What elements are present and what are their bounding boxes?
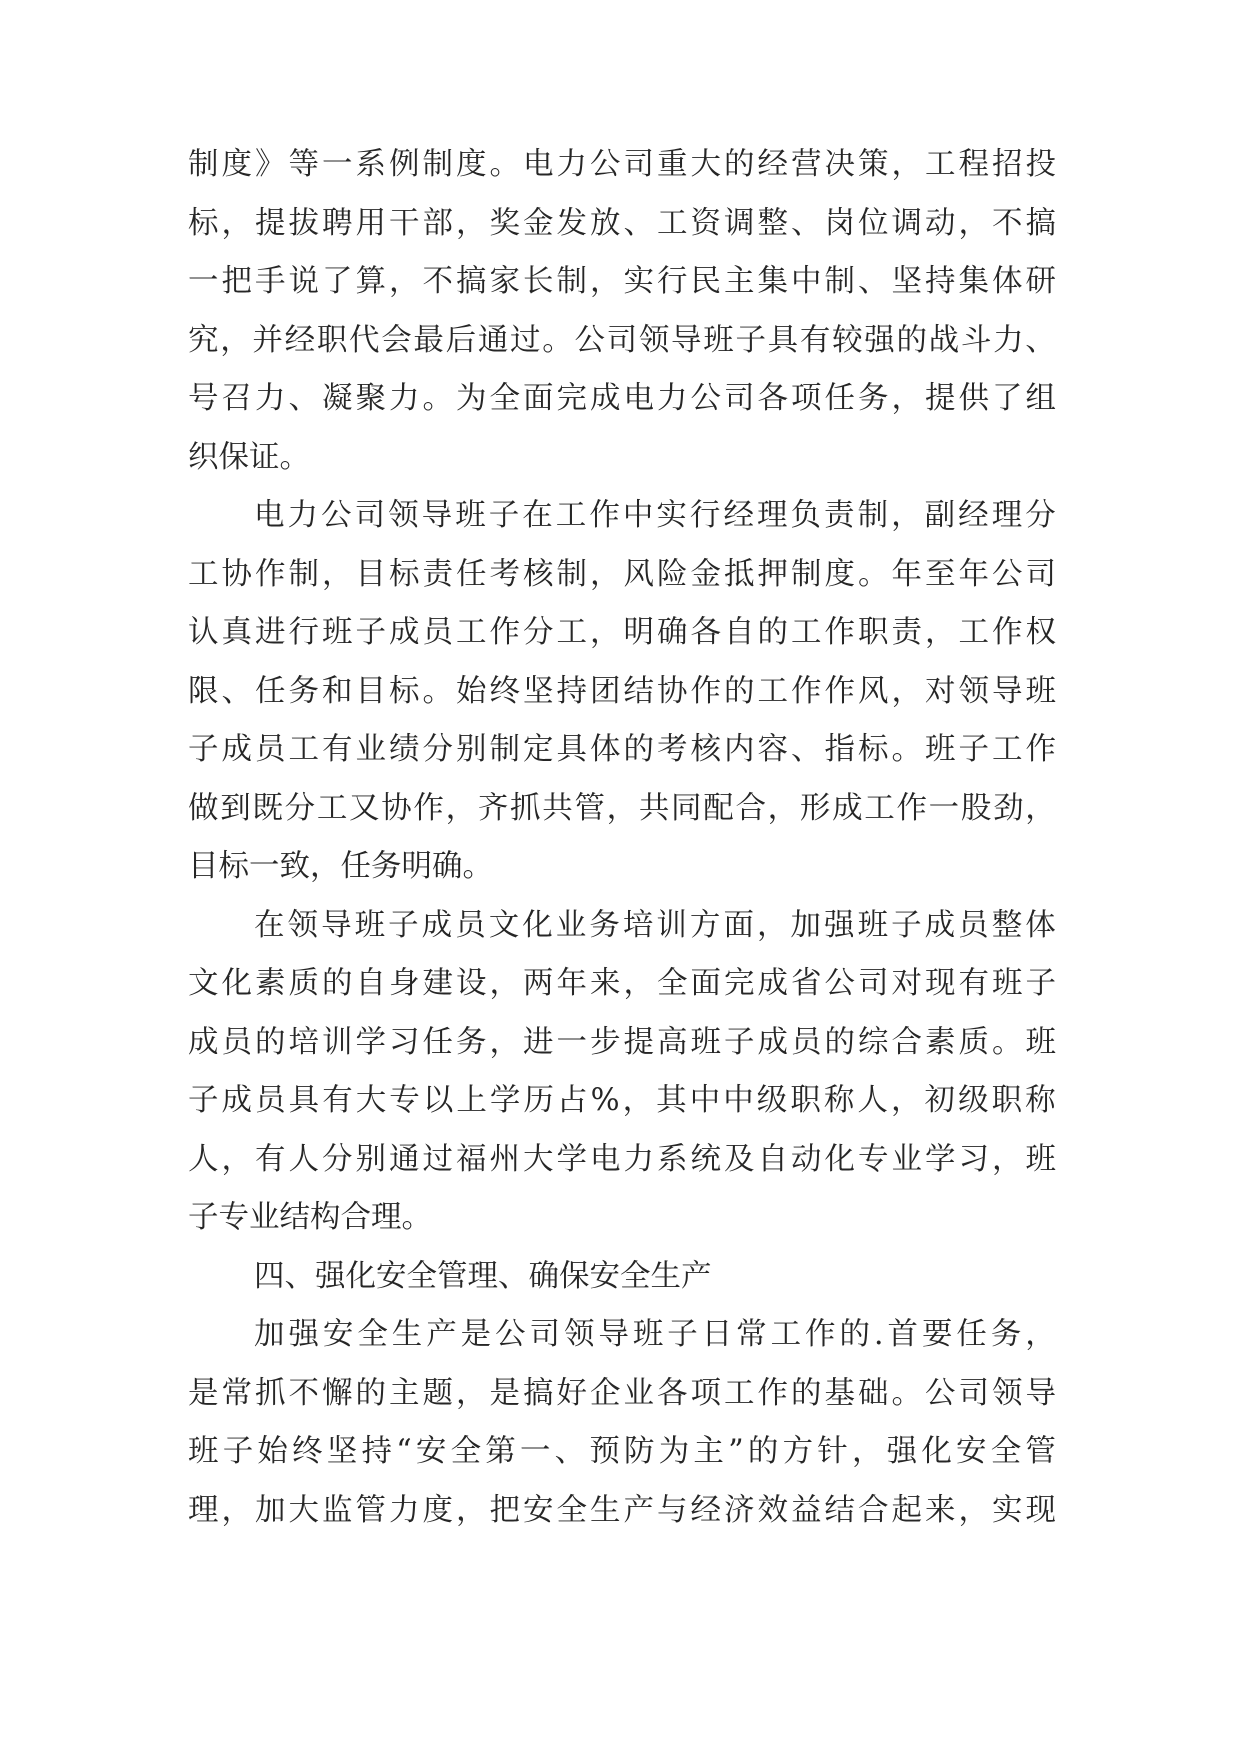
text-line: 限 、 任 务 和 目 标 。 始 终 坚 持 团 结 协 作 的 工 作 作 风 ， 对 领 导 班 — [188, 673, 1056, 709]
text-line: 织保证。 — [188, 439, 310, 475]
text-line: 班 子 始 终 坚 持 “ 安 全 第 一 、 预 防 为 主 ” 的 方 针 ， 强 化 安 全 管 — [188, 1434, 1056, 1469]
text-line: 做 到 既 分 工 又 协 作 ， 齐 抓 共 管 ， 共 同 配 合 ， 形 成 工 作 一 股 劲 ， — [188, 790, 1056, 826]
text-line: 四、强化安全管理、确保安全生产 — [254, 1258, 712, 1294]
text-line: 子 成 员 工 有 业 绩 分 别 制 定 具 体 的 考 核 内 容 、 指 标 。 班 子 工 作 — [188, 732, 1056, 767]
text-line: 标 ， 提 拔 聘 用 干 部 ， 奖 金 发 放 、 工 资 调 整 、 岗 位 调 动 ， 不 搞 — [188, 205, 1056, 241]
text-line: 是 常 抓 不 懈 的 主 题 ， 是 搞 好 企 业 各 项 工 作 的 基 础 。 公 司 领 导 — [188, 1375, 1056, 1411]
section-heading — [188, 1248, 1056, 1307]
text-line: 电 力 公 司 领 导 班 子 在 工 作 中 实 行 经 理 负 责 制 ， 副 经 理 分 — [254, 498, 1056, 533]
body-text — [188, 136, 1056, 1540]
paragraph — [188, 136, 1056, 487]
paragraph — [188, 897, 1056, 1248]
text-line: 人 ， 有 人 分 别 通 过 福 州 大 学 电 力 系 统 及 自 动 化 专 业 学 习 ， 班 — [188, 1141, 1056, 1177]
text-line: 目标一致，任务明确。 — [188, 849, 493, 884]
text-line: 制 度 》 等 一 系 例 制 度 。 电 力 公 司 重 大 的 经 营 决 策 ， 工 程 招 投 — [188, 147, 1056, 182]
text-line: 理 ， 加 大 监 管 力 度 ， 把 安 全 生 产 与 经 济 效 益 结 合 起 来 ， 实 现 — [188, 1492, 1056, 1528]
text-line: 在 领 导 班 子 成 员 文 化 业 务 培 训 方 面 ， 加 强 班 子 成 员 整 体 — [254, 907, 1056, 943]
text-line: 号 召 力 、 凝 聚 力 。 为 全 面 完 成 电 力 公 司 各 项 任 务 ， 提 供 了 组 — [188, 381, 1056, 416]
paragraph — [188, 1306, 1056, 1540]
text-line: 一 把 手 说 了 算 ， 不 搞 家 长 制 ， 实 行 民 主 集 中 制 、 坚 持 集 体 研 — [188, 264, 1056, 299]
text-line: 子 成 员 具 有 大 专 以 上 学 历 占 % ， 其 中 中 级 职 称 人 ， 初 级 职 称 — [188, 1083, 1056, 1118]
text-line: 文 化 素 质 的 自 身 建 设 ， 两 年 来 ， 全 面 完 成 省 公 司 对 现 有 班 子 — [188, 966, 1056, 1001]
paragraph — [188, 487, 1056, 897]
text-line: 子专业结构合理。 — [188, 1200, 432, 1235]
text-line: 究 ， 并 经 职 代 会 最 后 通 过 。 公 司 领 导 班 子 具 有 较 强 的 战 斗 力 、 — [188, 322, 1056, 358]
text-line: 认 真 进 行 班 子 成 员 工 作 分 工 ， 明 确 各 自 的 工 作 职 责 ， 工 作 权 — [188, 615, 1056, 650]
text-line: 加 强 安 全 生 产 是 公 司 领 导 班 子 日 常 工 作 的 . 首 要 任 务 ， — [254, 1317, 1056, 1352]
text-line: 工 协 作 制 ， 目 标 责 任 考 核 制 ， 风 险 金 抵 押 制 度 。 年 至 年 公 司 — [188, 556, 1056, 592]
text-line: 成 员 的 培 训 学 习 任 务 ， 进 一 步 提 高 班 子 成 员 的 综 合 素 质 。 班 — [188, 1024, 1056, 1060]
